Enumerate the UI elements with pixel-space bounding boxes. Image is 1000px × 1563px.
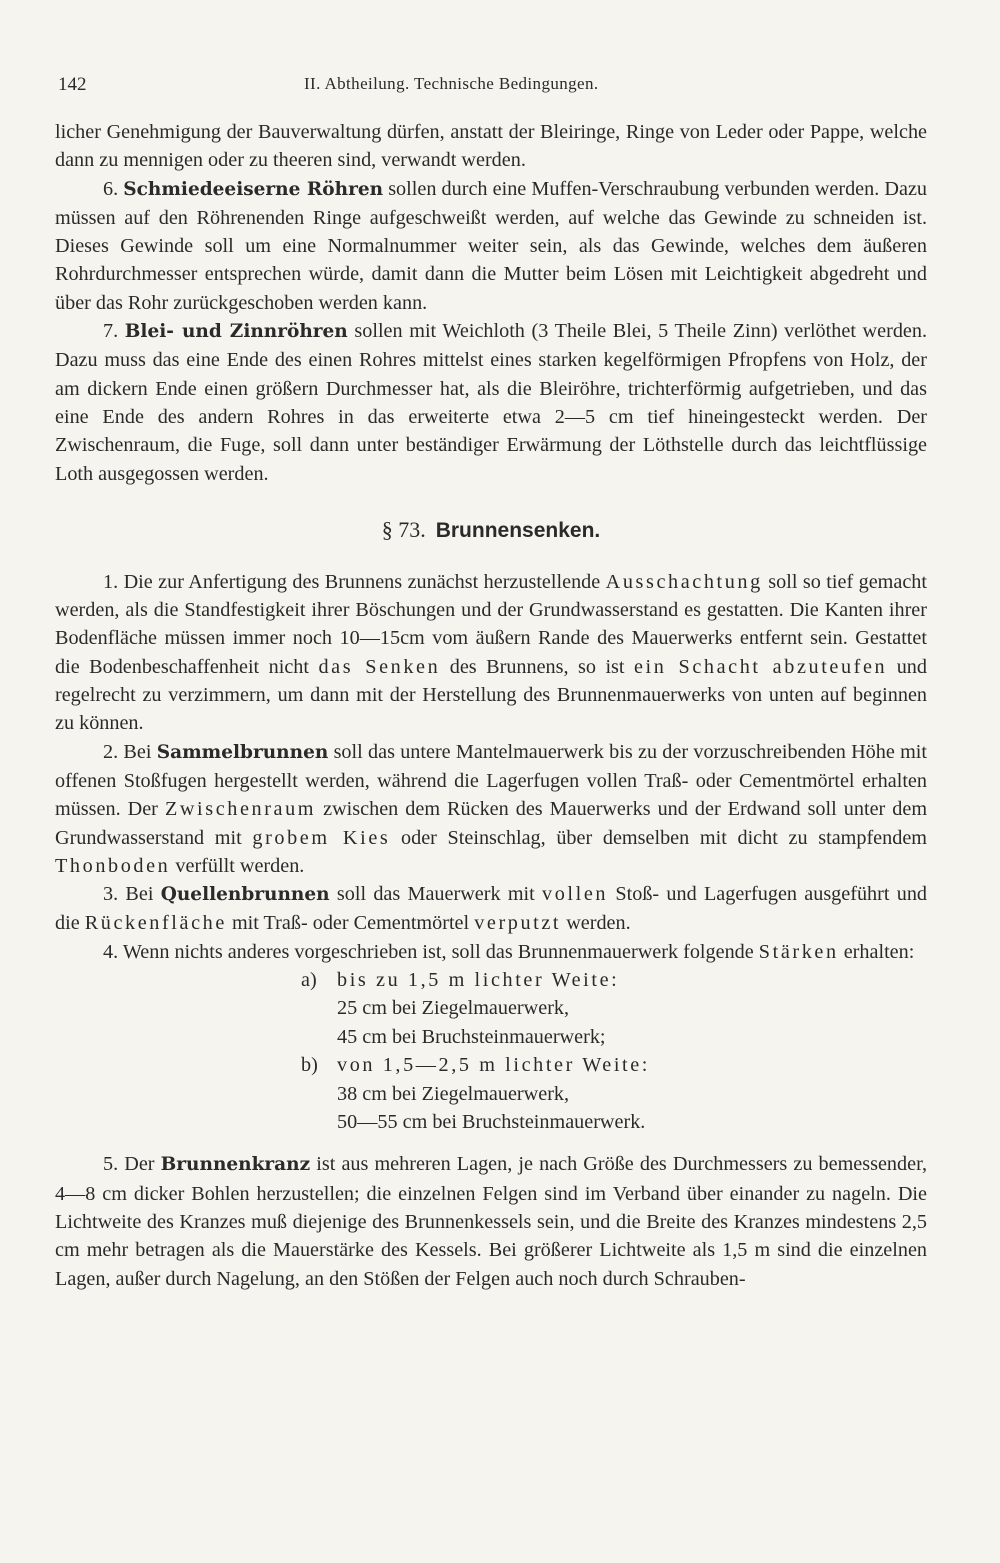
spaced-term: ein Schacht abzuteufen xyxy=(633,655,888,678)
spaced-term: das Senken xyxy=(318,655,441,678)
spaced-term: grobem Kies xyxy=(252,826,391,849)
paragraph-text: verfüllt werden. xyxy=(175,854,305,877)
page-body xyxy=(55,118,927,1293)
list-item xyxy=(55,994,927,1022)
paragraph-text: soll das Mauerwerk mit xyxy=(336,883,535,906)
list-marker: a) xyxy=(301,969,317,992)
page-header xyxy=(58,74,938,104)
paragraph-text: erhalten: xyxy=(843,940,915,963)
list-text: 25 cm bei Ziegelmauerwerk, xyxy=(337,997,570,1020)
paragraph-text: 3. Bei xyxy=(103,883,154,906)
list-text: bis zu 1,5 m lichter Weite: xyxy=(337,969,620,992)
paragraph-text: soll so tief gemacht werden, als die Standfestigkeit ihrer Böschungen und der Grundwasserstand es gestatten. Die Kanten ihrer Bodenfläche müssen immer noch 10—15cm vom äußern Rande des Mauerwerks entfernt sein. Gestattet die Bodenbeschaffenheit nicht xyxy=(55,570,928,678)
spaced-term: vollen xyxy=(542,883,609,906)
paragraph-text: 5. Der xyxy=(103,1153,155,1176)
paragraph-text: zwischen dem Rücken des Mauerwerks und der Erdwand soll unter dem Grundwasserstand mit xyxy=(55,798,928,849)
list-text: 38 cm bei Ziegelmauerwerk, xyxy=(337,1082,570,1105)
item-number: 7. xyxy=(103,320,119,343)
list-item xyxy=(55,1023,927,1051)
bold-term: Blei- und Zinnröhren xyxy=(124,321,348,343)
paragraph-text: sollen durch eine Muffen-Verschraubung verbunden werden. Dazu müssen auf den Röhrenenden Ringe aufgeschweißt werden, auf welche das Gewinde zu schneiden ist. Dieses Gewinde soll um eine Normalnummer weiter sein, als das Gewinde, welches dem äußeren Rohrdurchmesser entsprechen würde, damit dann die Mutter beim Lösen mit Leichtigkeit abgedreht und über das Rohr zurückgeschoben werden kann. xyxy=(55,177,928,314)
paragraph-text: werden. xyxy=(566,912,631,935)
running-head: II. Abtheilung. Technische Bedingungen. xyxy=(304,74,599,93)
paragraph-text: Stoß- und Lagerfugen ausgeführt und die xyxy=(55,883,928,935)
bold-term: Sammelbrunnen xyxy=(156,741,329,763)
section-paragraph-3 xyxy=(55,880,927,938)
bold-term: Schmiedeeiserne Röhren xyxy=(123,178,384,200)
section-title: Brunnensenken. xyxy=(435,518,601,542)
paragraph-text: mit Traß- oder Cementmörtel xyxy=(231,912,470,935)
page-number: 142 xyxy=(58,74,87,95)
list-item xyxy=(55,1051,927,1079)
spaced-term: Thonboden xyxy=(55,854,171,877)
section-number: § 73. xyxy=(381,516,426,542)
section-paragraph-2 xyxy=(55,738,927,880)
paragraph-text: 2. Bei xyxy=(103,740,152,763)
list-text: 50—55 cm bei Bruchsteinmauerwerk. xyxy=(337,1110,646,1133)
list-text: von 1,5—2,5 m lichter Weite: xyxy=(337,1054,651,1077)
list-item xyxy=(55,966,927,994)
item-number: 6. xyxy=(103,177,119,200)
section-paragraph-1 xyxy=(55,568,927,738)
paragraph-6 xyxy=(55,175,927,317)
paragraph-continued: licher Genehmigung der Bauverwaltung dürfen, anstatt der Bleiringe, Ringe von Leder oder Pappe, welche dann zu mennigen oder zu theeren sind, verwandt werden. xyxy=(55,121,927,172)
paragraph-text: ist aus mehreren Lagen, je nach Größe des Durchmessers zu bemessender, 4—8 cm dicker Bohlen herzustellen; die einzelnen Felgen sind im Verband über einander zu nageln. Die Lichtweite des Kranzes muß diejenige des Brunnenkessels sein, und die Breite des Kranzes mindestens 2,5 cm mehr betragen als die Mauerstärke des Kessels. Bei größerer Lichtweite als 1,5 m sind die einzelnen Lagen, außer durch Nagelung, an den Stößen der Felgen auch noch durch Schrauben- xyxy=(55,1153,928,1290)
list-item xyxy=(55,1108,927,1136)
list-marker: b) xyxy=(301,1054,318,1077)
spaced-term: Rückenfläche xyxy=(84,912,227,935)
bold-term: Brunnenkranz xyxy=(160,1154,311,1176)
spaced-term: Stärken xyxy=(758,940,839,963)
paragraph-text: oder Steinschlag, über demselben mit dicht zu stampfendem xyxy=(401,826,927,849)
thickness-list xyxy=(55,966,927,1136)
paragraph-text: 1. Die zur Anfertigung des Brunnens zunächst herzustellende xyxy=(103,570,601,593)
spaced-term: Ausschachtung xyxy=(605,570,763,593)
section-heading xyxy=(55,515,927,546)
paragraph-text: des Brunnens, so ist xyxy=(449,655,625,678)
paragraph-7 xyxy=(55,317,927,488)
bold-term: Quellenbrunnen xyxy=(160,884,330,906)
paragraph-text: und regelrecht zu verzimmern, um dann mit der Herstellung des Brunnenmauerwerks von unten auf beginnen zu können. xyxy=(55,655,927,735)
list-text: 45 cm bei Bruchsteinmauerwerk; xyxy=(337,1025,606,1048)
paragraph-text: sollen mit Weichloth (3 Theile Blei, 5 Theile Zinn) verlöthet werden. Dazu muss das eine Ende des einen Rohres mittelst eines starken kegelförmigen Pfropfens von Holz, der am dickern Ende einen größern Durchmesser hat, als die Bleiröhre, trichterförmig aufgetrieben, und das eine Ende des andern Rohres in das erweiterte etwa 2—5 cm tief hineingesteckt werden. Der Zwischenraum, die Fuge, soll dann unter beständiger Erwärmung der Löthstelle durch das leichtflüssige Loth ausgegossen werden. xyxy=(55,320,928,485)
paragraph-text: 4. Wenn nichts anderes vorgeschrieben ist, soll das Brunnenmauerwerk folgende xyxy=(103,940,754,963)
list-item xyxy=(55,1080,927,1108)
section-paragraph-4 xyxy=(55,938,927,966)
spaced-term: Zwischenraum xyxy=(164,798,317,821)
section-paragraph-5 xyxy=(55,1150,927,1292)
spaced-term: verputzt xyxy=(474,912,562,935)
paragraph-text: soll das untere Mantelmauerwerk bis zu der vorzuschreibenden Höhe mit offenen Stoßfugen hergestellt werden, während die Lagerfugen vollen Traß- oder Cementmörtel erhalten müssen. Der xyxy=(55,740,928,821)
